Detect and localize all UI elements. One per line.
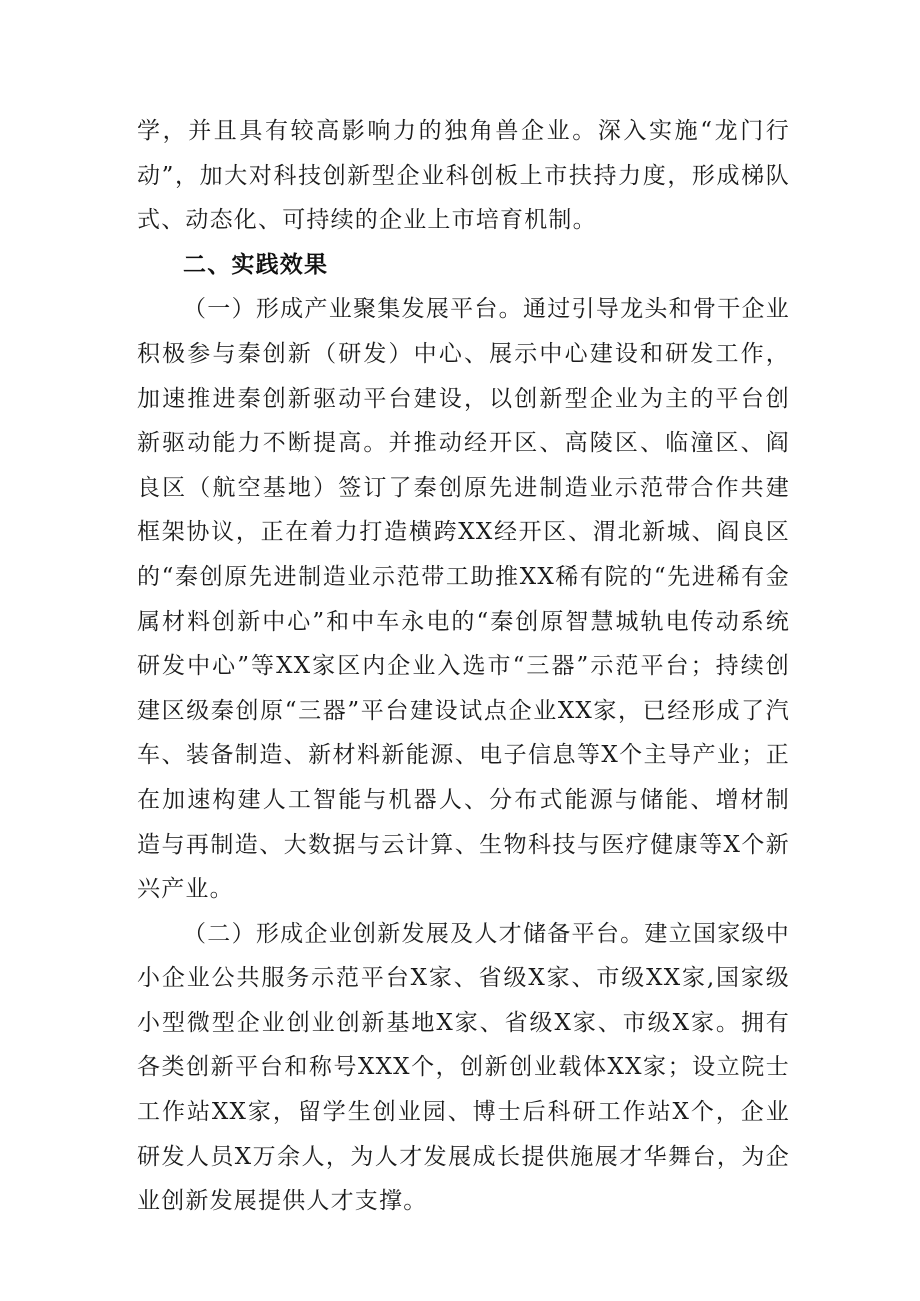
paragraph-talent-platform: （二）形成企业创新发展及人才储备平台。建立国家级中小企业公共服务示范平台X家、省级X家、市级XX家,国家级小型微型企业创业创新基地X家、省级X家、市级X家。拥有各类创新平台和称号XXX个，创新创业载体XX家；设立院士工作站XX家，留学生创业园、博士后科研工作站X个，企业研发人员X万余人，为人才发展成长提供施展才华舞台，为企业创新发展提供人才支撑。	[137, 920, 790, 1215]
section-heading: 二、实践效果	[183, 251, 329, 278]
paragraph-industry-platform: （一）形成产业聚集发展平台。通过引导龙头和骨干企业积极参与秦创新（研发）中心、展示中心建设和研发工作，加速推进秦创新驱动平台建设，以创新型企业为主的平台创新驱动能力不断提高。并推动经开区、高陵区、临潼区、阎良区（航空基地）签订了秦创原先进制造业示范带合作共建框架协议，正在着力打造横跨XX经开区、渭北新城、阎良区的“秦创原先进制造业示范带工助推XX稀有院的“先进稀有金属材料创新中心”和中车永电的“秦创原智慧城轨电传动系统研发中心”等XX家区内企业入选市“三器”示范平台；持续创建区级秦创原“三器”平台建设试点企业XX家，已经形成了汽车、装备制造、新材料新能源、电子信息等X个主导产业；正在加速构建人工智能与机器人、分布式能源与储能、增材制造与再制造、大数据与云计算、生物科技与医疗健康等X个新兴产业。	[137, 296, 790, 903]
document-body	[137, 109, 790, 1224]
paragraph-continued: 学，并且具有较高影响力的独角兽企业。深入实施“龙门行动”，加大对科技创新型企业科创板上市扶持力度，形成梯队式、动态化、可持续的企业上市培育机制。	[137, 118, 790, 234]
